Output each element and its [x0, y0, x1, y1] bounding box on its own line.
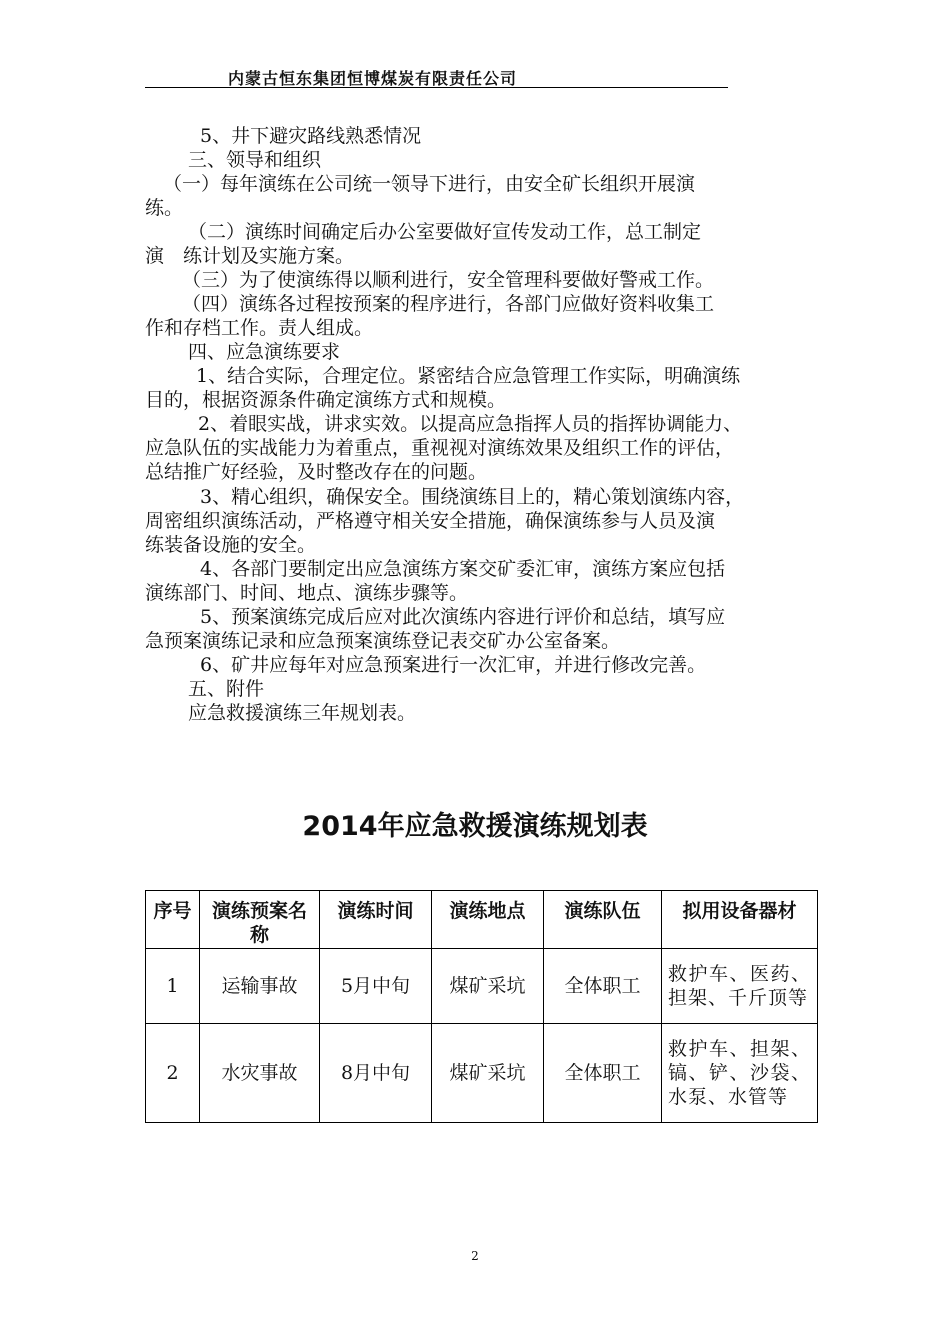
body-line: 4、各部门要制定出应急演练方案交矿委汇审，演练方案应包括 [200, 558, 726, 580]
header-cell-plan-name: 演练预案名称 [200, 891, 320, 949]
header-cell-index: 序号 [146, 891, 200, 949]
cell-team: 全体职工 [544, 949, 662, 1024]
body-line: 5、井下避灾路线熟悉情况 [200, 125, 422, 147]
body-line: 应急队伍的实战能力为着重点，重视视对演练效果及组织工作的评估， [145, 437, 735, 459]
header-cell-equipment: 拟用设备器材 [662, 891, 818, 949]
body-line: 演 练计划及实施方案。 [145, 245, 355, 267]
body-line: 1、结合实际，合理定位。紧密结合应急管理工作实际，明确演练 [196, 365, 741, 387]
header-cell-team: 演练队伍 [544, 891, 662, 949]
table-title: 2014年应急救援演练规划表 [302, 811, 648, 842]
body-line: 总结推广好经验，及时整改存在的问题。 [145, 461, 488, 483]
body-line: （二）演练时间确定后办公室要做好宣传发动工作，总工制定 [188, 221, 702, 243]
body-line: 练。 [145, 197, 184, 219]
body-line: 目的，根据资源条件确定演练方式和规模。 [145, 389, 507, 411]
body-line: 演练部门、时间、地点、演练步骤等。 [145, 582, 469, 604]
cell-location: 煤矿采坑 [432, 1024, 544, 1123]
header-cell-time: 演练时间 [320, 891, 432, 949]
cell-index: 2 [146, 1024, 200, 1123]
section-heading: 五、附件 [188, 678, 265, 700]
table-row [146, 949, 818, 1024]
body-line: （四）演练各过程按预案的程序进行，各部门应做好资料收集工 [182, 293, 715, 315]
cell-plan-name: 水灾事故 [200, 1024, 320, 1123]
cell-team: 全体职工 [544, 1024, 662, 1123]
cell-plan-name: 运输事故 [200, 949, 320, 1024]
page-number: 2 [471, 1249, 479, 1263]
company-name: 内蒙古恒东集团恒博煤炭有限责任公司 [228, 69, 518, 88]
cell-location: 煤矿采坑 [432, 949, 544, 1024]
section-heading: 三、领导和组织 [188, 149, 322, 171]
cell-equipment: 救护车、担架、镐、铲、沙袋、水泵、水管等 [662, 1024, 818, 1123]
body-line: 6、矿井应每年对应急预案进行一次汇审，并进行修改完善。 [200, 654, 707, 676]
cell-equipment: 救护车、医药、担架、千斤顶等 [662, 949, 818, 1024]
body-line: 练装备设施的安全。 [145, 534, 317, 556]
body-line: （一）每年演练在公司统一领导下进行，由安全矿长组织开展演 [163, 173, 696, 195]
body-line: 应急救援演练三年规划表。 [188, 702, 417, 724]
cell-time: 8月中旬 [320, 1024, 432, 1123]
body-line: 3、精心组织，确保安全。围绕演练目上的，精心策划演练内容， [200, 486, 745, 508]
cell-index: 1 [146, 949, 200, 1024]
body-line: 作和存档工作。责人组成。 [145, 317, 374, 339]
cell-time: 5月中旬 [320, 949, 432, 1024]
body-line: 急预案演练记录和应急预案演练登记表交矿办公室备案。 [145, 630, 621, 652]
body-line: 2、着眼实战，讲求实效。以提高应急指挥人员的指挥协调能力、 [198, 413, 743, 435]
body-line: 5、预案演练完成后应对此次演练内容进行评价和总结，填写应 [200, 606, 726, 628]
table-header-row [146, 891, 818, 949]
header-cell-location: 演练地点 [432, 891, 544, 949]
header-rule [145, 87, 728, 88]
body-line: （三）为了使演练得以顺利进行，安全管理科要做好警戒工作。 [182, 269, 715, 291]
table-row [146, 1024, 818, 1123]
drill-plan-table [145, 890, 818, 1123]
section-heading: 四、应急演练要求 [188, 341, 341, 363]
body-line: 周密组织演练活动，严格遵守相关安全措施，确保演练参与人员及演 [145, 510, 716, 532]
